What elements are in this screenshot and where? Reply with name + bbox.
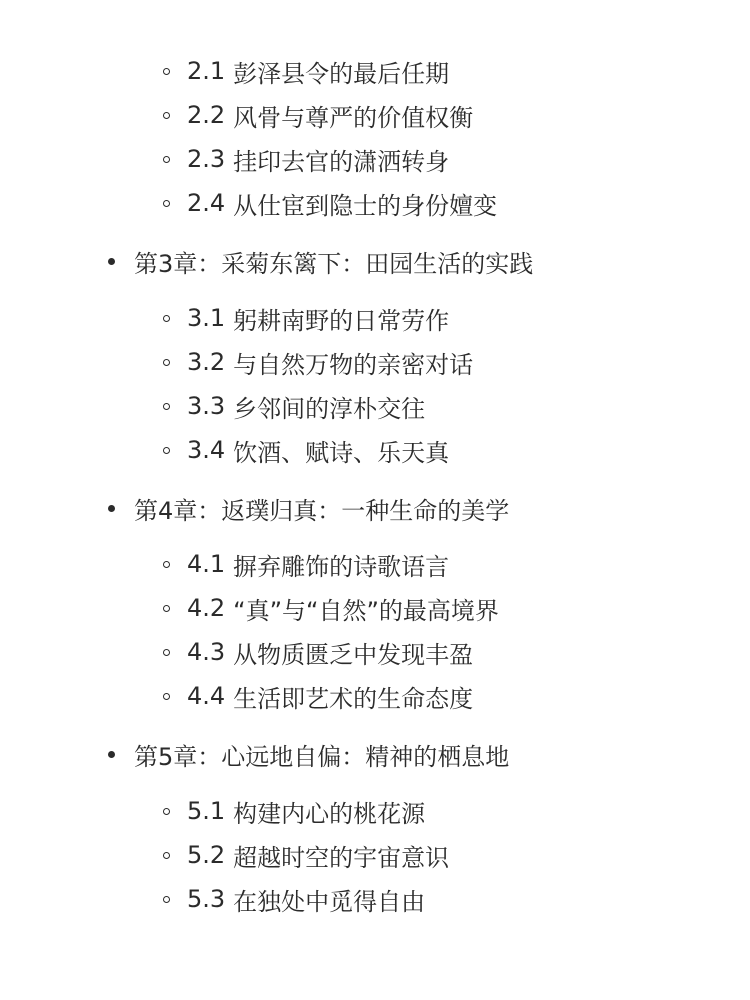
circle-bullet-icon — [163, 693, 170, 700]
circle-bullet-icon — [163, 315, 170, 322]
section-title: “真”与“自然”的最高境界 — [233, 596, 499, 625]
circle-bullet-icon — [163, 156, 170, 163]
section-item — [163, 882, 425, 916]
section-number: 3.3 — [187, 392, 226, 420]
circle-bullet-icon — [163, 403, 170, 410]
section-number: 2.2 — [187, 101, 226, 129]
section-item — [163, 389, 425, 423]
section-item — [163, 301, 449, 335]
chapter-title: 第5章：心远地自偏：精神的栖息地 — [134, 742, 510, 771]
section-number: 2.4 — [187, 189, 226, 217]
section-number: 2.3 — [187, 145, 226, 173]
circle-bullet-icon — [163, 68, 170, 75]
section-title: 与自然万物的亲密对话 — [233, 350, 474, 379]
section-number: 4.2 — [187, 594, 226, 622]
section-title: 摒弃雕饰的诗歌语言 — [233, 552, 450, 581]
section-item — [163, 54, 449, 88]
section-item — [163, 838, 449, 872]
chapter-title: 第4章：返璞归真：一种生命的美学 — [134, 496, 510, 525]
section-title: 从仕宦到隐士的身份嬗变 — [233, 191, 498, 220]
section-item — [163, 98, 473, 132]
circle-bullet-icon — [163, 852, 170, 859]
section-title: 在独处中觅得自由 — [233, 887, 426, 916]
section-item — [163, 547, 449, 581]
section-item — [163, 591, 499, 625]
circle-bullet-icon — [163, 359, 170, 366]
section-title: 构建内心的桃花源 — [233, 799, 426, 828]
section-title: 乡邻间的淳朴交往 — [233, 394, 426, 423]
circle-bullet-icon — [163, 200, 170, 207]
section-number: 4.1 — [187, 550, 226, 578]
section-number: 4.3 — [187, 638, 226, 666]
bullet-icon — [108, 258, 115, 265]
circle-bullet-icon — [163, 112, 170, 119]
section-number: 4.4 — [187, 682, 226, 710]
section-title: 超越时空的宇宙意识 — [233, 843, 450, 872]
circle-bullet-icon — [163, 808, 170, 815]
section-number: 5.2 — [187, 841, 226, 869]
section-title: 躬耕南野的日常劳作 — [233, 306, 450, 335]
section-item — [163, 679, 473, 713]
bullet-icon — [108, 751, 115, 758]
section-title: 从物质匮乏中发现丰盈 — [233, 640, 474, 669]
chapter-title: 第3章：采菊东篱下：田园生活的实践 — [134, 249, 534, 278]
bullet-icon — [108, 505, 115, 512]
section-title: 生活即艺术的生命态度 — [233, 684, 474, 713]
section-number: 3.2 — [187, 348, 226, 376]
chapter-heading — [108, 243, 533, 279]
section-number: 3.4 — [187, 436, 226, 464]
section-title: 饮酒、赋诗、乐天真 — [233, 438, 450, 467]
circle-bullet-icon — [163, 896, 170, 903]
section-title: 彭泽县令的最后任期 — [233, 59, 450, 88]
section-title: 挂印去官的潇洒转身 — [233, 147, 450, 176]
section-title: 风骨与尊严的价值权衡 — [233, 103, 474, 132]
section-item — [163, 635, 473, 669]
section-item — [163, 186, 497, 220]
section-number: 5.1 — [187, 797, 226, 825]
section-item — [163, 142, 449, 176]
section-item — [163, 433, 449, 467]
section-number: 3.1 — [187, 304, 226, 332]
section-item — [163, 345, 473, 379]
circle-bullet-icon — [163, 605, 170, 612]
circle-bullet-icon — [163, 561, 170, 568]
circle-bullet-icon — [163, 649, 170, 656]
chapter-heading — [108, 736, 509, 772]
section-item — [163, 794, 425, 828]
section-number: 2.1 — [187, 57, 226, 85]
circle-bullet-icon — [163, 447, 170, 454]
section-number: 5.3 — [187, 885, 226, 913]
chapter-heading — [108, 490, 509, 526]
